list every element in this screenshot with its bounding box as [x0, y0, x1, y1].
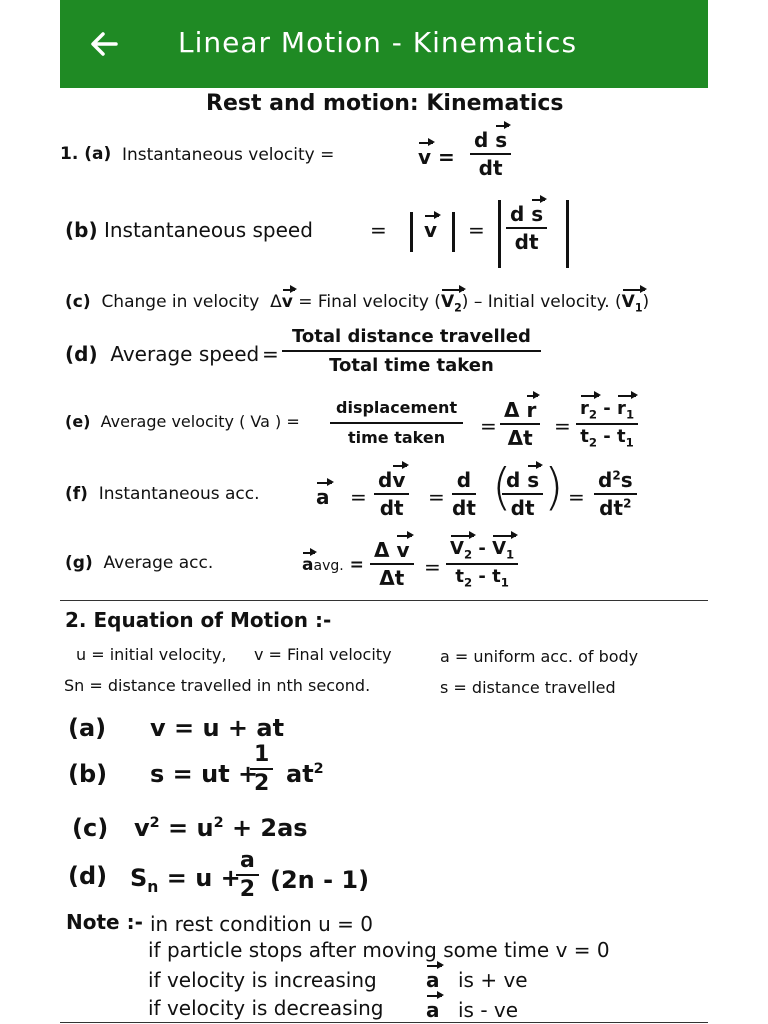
abs-bar: [566, 200, 569, 268]
formula-a-fraction: $\frac{\text{d s}}{dt}$: [470, 128, 511, 180]
eq-label-c: (c): [72, 814, 109, 842]
item-text-f: (f) Instantaneous acc.: [65, 484, 260, 504]
formula-a-lhs: v =: [418, 145, 455, 169]
equals-sign: =: [428, 485, 445, 509]
note-a-vector: a: [426, 968, 440, 992]
item-text-a: Instantaneous velocity =: [122, 145, 335, 165]
equals-sign: =: [350, 485, 367, 509]
eq-label-d: (d): [68, 862, 108, 890]
note-line-2: if particle stops after moving some time v = 0: [148, 938, 610, 962]
equation-d-right: (2n - 1): [270, 866, 370, 894]
note-line-4: if velocity is decreasing: [148, 996, 384, 1020]
note-a-vector: a: [426, 998, 440, 1022]
abs-bar: [410, 212, 413, 252]
equation-b-half: $\frac{1}{2}$: [250, 742, 273, 796]
def-a: a = uniform acc. of body: [440, 647, 639, 666]
note-line-1: in rest condition u = 0: [150, 912, 373, 936]
formula-g-dvdt: $\frac{\text{Δ v}}{\Delta t}$: [370, 538, 414, 590]
section-divider: [60, 600, 708, 601]
def-sn: Sn = distance travelled in nth second.: [64, 676, 371, 695]
app-title: Linear Motion - Kinematics: [178, 26, 578, 59]
bottom-divider: [60, 1022, 708, 1023]
back-arrow-icon[interactable]: [86, 26, 122, 62]
formula-f-a: a: [316, 485, 330, 509]
equals-sign: =: [554, 414, 571, 438]
def-u: u = initial velocity,: [76, 645, 227, 664]
right-margin: [708, 0, 768, 1024]
formula-sheet: [60, 88, 708, 1024]
equals-sign: =: [568, 485, 585, 509]
eq-label-b: (b): [68, 760, 108, 788]
paren: ): [544, 458, 564, 516]
note-line-4-end: is - ve: [458, 998, 519, 1022]
equation-a: v = u + at: [150, 714, 285, 742]
left-margin: [0, 0, 60, 1024]
formula-e-diff: $\frac{r_2 - r_1}{t_2 - t_1}$: [576, 398, 638, 449]
equation-b-right: $at^2$: [286, 760, 324, 788]
formula-g-diff: $\frac{V_2 - V_1}{t_2 - t_1}$: [446, 538, 518, 589]
section2-heading: 2. Equation of Motion :-: [65, 608, 332, 632]
formula-f-ddt: $\frac{d}{dt}$: [452, 468, 476, 520]
equation-d-frac: $\frac{a}{2}$: [236, 848, 259, 902]
formula-f-dvdt: $\frac{dv}{dt}$: [374, 468, 409, 520]
equation-c: $v^2 = u^2 + 2as$: [134, 814, 308, 842]
item-text-g: (g) Average acc.: [65, 553, 214, 573]
item-text-e: (e) Average velocity ( Va ) =: [65, 412, 300, 431]
formula-d-fraction: Total distance travelled Total time taken: [282, 326, 541, 376]
note-line-3: if velocity is increasing: [148, 968, 377, 992]
abs-bar: [452, 212, 455, 252]
item-label-a: 1. (a): [60, 144, 112, 164]
app-bar: [60, 0, 708, 88]
abs-bar: [498, 200, 501, 268]
equals-sign: =: [480, 414, 497, 438]
equals-sign: =: [468, 218, 485, 242]
equals-sign: =: [370, 218, 387, 242]
formula-g-a: aavg. =: [302, 555, 364, 575]
formula-f-dsdt: $\frac{\text{d s}}{dt}$: [502, 468, 543, 520]
formula-b-v: v: [424, 218, 438, 242]
equation-d-left: $S_n = u$ +: [130, 864, 241, 896]
eq-label-a: (a): [68, 714, 107, 742]
formula-b-fraction: $\frac{\text{d s}}{dt}$: [506, 202, 547, 254]
equals-sign: =: [424, 555, 441, 579]
equation-b-left: s = ut +: [150, 760, 259, 788]
formula-e-delta: $\frac{\text{Δ r}}{\Delta t}$: [500, 398, 540, 450]
def-s: s = distance travelled: [440, 678, 616, 697]
def-v: v = Final velocity: [254, 645, 392, 664]
note-line-3-end: is + ve: [458, 968, 528, 992]
note-label: Note :-: [66, 910, 143, 934]
item-text-b: (b) Instantaneous speed: [65, 218, 313, 242]
item-text-c: (c) Change in velocity Δv = Final velocity $(V_2)$ – Initial velocity. $(V_1)$: [65, 292, 650, 315]
paren: (: [492, 458, 512, 516]
formula-e-fraction: displacement time taken: [330, 398, 463, 447]
formula-f-d2s: $\frac{d^2s}{dt^2}$: [594, 468, 637, 520]
item-text-d: (d) Average speed: [65, 342, 260, 366]
section-heading: Rest and motion: Kinematics: [206, 91, 564, 116]
equals-sign: =: [262, 342, 279, 366]
